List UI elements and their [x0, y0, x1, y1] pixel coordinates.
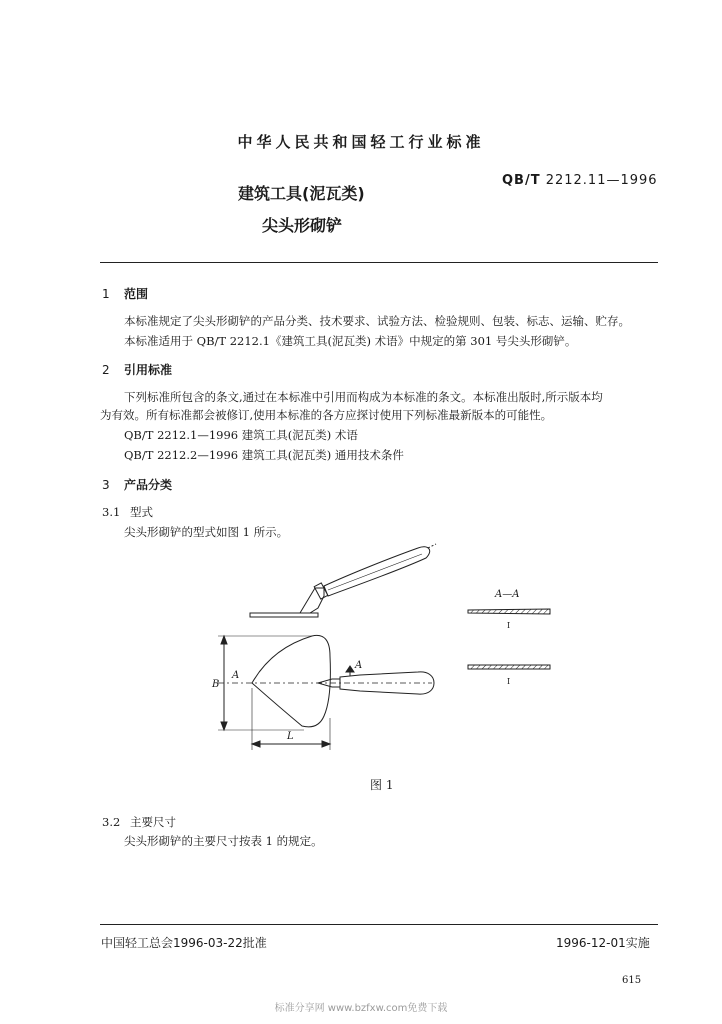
subsection-3-1-number: 3.1	[102, 505, 121, 519]
section-2-paragraph-line2: 为有效。所有标准都会被修订,使用本标准的各方应探讨使用下列标准最新版本的可能性。	[100, 408, 553, 422]
document-title-line1: 建筑工具(泥瓦类)	[238, 184, 365, 203]
figure-label-a-arrow: A	[355, 660, 363, 671]
effective-date: 1996-12-01实施	[556, 936, 650, 950]
section-1-paragraph-1: 本标准规定了尖头形砌铲的产品分类、技术要求、试验方法、检验规则、包装、标志、运输、贮存。	[124, 314, 630, 328]
section-view-2	[466, 662, 552, 672]
section-2-paragraph-line1: 下列标准所包含的条文,通过在本标准中引用而构成为本标准的条文。本标准出版时,所示版本均	[124, 390, 603, 404]
standard-code-number: 2212.11—1996	[545, 173, 658, 188]
section-2-heading	[102, 361, 172, 378]
section-2-number: 2	[102, 363, 110, 377]
subsection-3-2-number: 3.2	[102, 815, 121, 829]
section-1-paragraph-2: 本标准适用于 QB/T 2212.1《建筑工具(泥瓦类) 术语》中规定的第 301 号尖头形砌铲。	[124, 334, 577, 348]
side-view-blade	[250, 613, 318, 617]
section-view-label: A—A	[495, 589, 520, 600]
subsection-3-1-heading	[102, 504, 153, 520]
standard-code	[502, 173, 658, 188]
standard-category-title: 中华人民共和国轻工行业标准	[237, 133, 485, 151]
watermark: 标准分享网 www.bzfxw.com免费下载	[274, 1003, 448, 1014]
figure-label-b: B	[212, 679, 220, 690]
document-title-line2: 尖头形砌铲	[262, 216, 343, 235]
section-3-heading	[102, 476, 172, 493]
subsection-3-1-text: 尖头形砌铲的型式如图 1 所示。	[124, 525, 289, 539]
side-view-shank	[300, 588, 324, 613]
section-1-title: 范围	[124, 287, 149, 301]
reference-1: QB/T 2212.1—1996 建筑工具(泥瓦类) 术语	[124, 428, 358, 442]
subsection-3-2-heading	[102, 814, 176, 830]
subsection-3-1-title: 型式	[130, 505, 153, 519]
section-1-heading	[102, 285, 148, 302]
figure-label-a-left: A	[232, 670, 240, 681]
page-number: 615	[622, 975, 642, 986]
section-2-title: 引用标准	[124, 363, 173, 377]
figure-1-drawing	[200, 538, 560, 760]
section-view-2-label: I	[507, 677, 511, 686]
header-rule	[100, 262, 658, 263]
subsection-3-2-title: 主要尺寸	[130, 815, 176, 829]
section-1-number: 1	[102, 287, 110, 301]
figure-1-caption: 图 1	[370, 778, 394, 792]
section-view-1-label: I	[507, 621, 511, 630]
reference-2: QB/T 2212.2—1996 建筑工具(泥瓦类) 通用技术条件	[124, 448, 404, 462]
section-view-1	[466, 606, 552, 618]
subsection-3-2-text: 尖头形砌铲的主要尺寸按表 1 的规定。	[124, 834, 323, 848]
footer-rule	[100, 924, 658, 925]
standard-code-prefix: QB/T	[502, 173, 541, 188]
section-3-title: 产品分类	[124, 478, 173, 492]
figure-label-l: L	[287, 731, 294, 742]
plan-view-blade	[252, 635, 330, 726]
approval-info: 中国轻工总会1996-03-22批准	[101, 936, 267, 950]
section-3-number: 3	[102, 478, 110, 492]
